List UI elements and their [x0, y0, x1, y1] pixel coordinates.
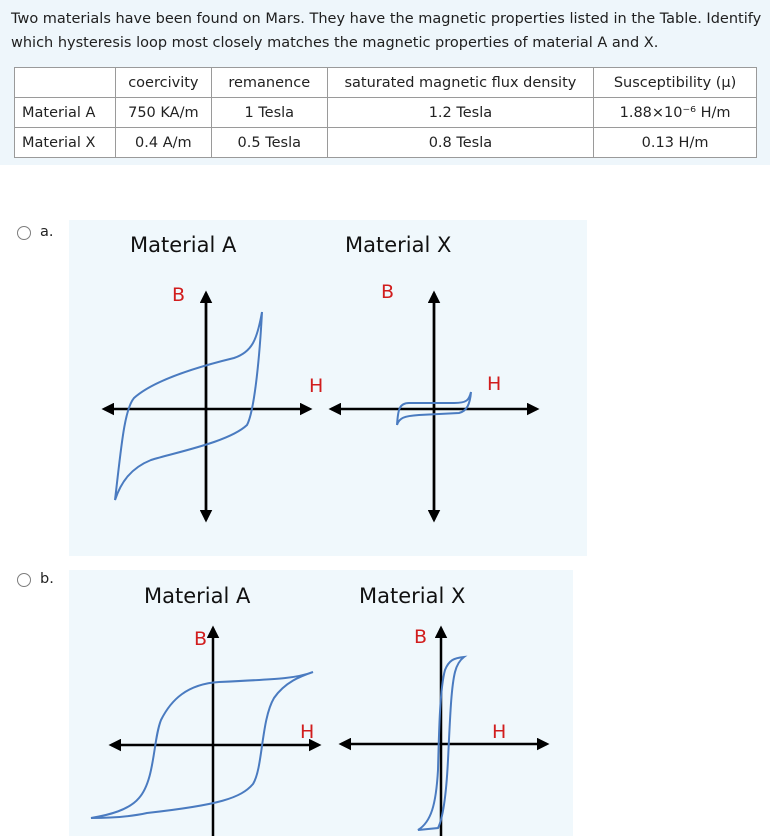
table-header-cell: coercivity [115, 68, 211, 98]
option-b-title-material-a: Material A [144, 584, 251, 608]
option-b-hysteresis-diagram [69, 570, 573, 836]
option-a-left-h-label: H [309, 375, 324, 397]
table-cell: 0.8 Tesla [327, 128, 593, 158]
table-cell: 1.2 Tesla [327, 98, 593, 128]
option-a-graph [69, 220, 587, 556]
option-a-radio[interactable] [17, 226, 31, 240]
option-b-radio[interactable] [17, 573, 31, 587]
table-header-cell: Susceptibility (μ) [594, 68, 757, 98]
option-b-label[interactable]: b. [40, 571, 54, 587]
option-b-left-b-label: B [194, 628, 208, 650]
option-a-left-hysteresis-loop [115, 312, 262, 500]
table-header-cell [15, 68, 116, 98]
option-a-hysteresis-diagram [69, 220, 587, 556]
option-a-title-material-x: Material X [345, 233, 452, 257]
option-a-left-b-label: B [172, 284, 186, 306]
table-header-row [15, 68, 757, 98]
question-panel [0, 0, 770, 165]
option-b-left-h-label: H [300, 721, 315, 743]
option-a-right-h-label: H [487, 373, 502, 395]
table-cell: 0.5 Tesla [211, 128, 327, 158]
option-b-title-material-x: Material X [359, 584, 466, 608]
option-a-right-b-label: B [381, 281, 395, 303]
table-cell: 0.4 A/m [115, 128, 211, 158]
table-row [15, 98, 757, 128]
table-cell: Material A [15, 98, 116, 128]
table-cell: 1 Tesla [211, 98, 327, 128]
option-b-graph [69, 570, 573, 836]
table-cell: Material X [15, 128, 116, 158]
table-cell: 750 KA/m [115, 98, 211, 128]
table-cell: 0.13 H/m [594, 128, 757, 158]
table-header-cell: saturated magnetic flux density [327, 68, 593, 98]
table-row [15, 128, 757, 158]
properties-table [14, 67, 757, 158]
table-cell: 1.88×10⁻⁶ H/m [594, 98, 757, 128]
option-a-label[interactable]: a. [40, 224, 54, 240]
option-b-right-h-label: H [492, 721, 507, 743]
table-header-cell: remanence [211, 68, 327, 98]
question-text: Two materials have been found on Mars. They have the magnetic properties listed in the Table. Identify which hysteresis loop most closely matches the magnetic properties of material A and X. [11, 11, 762, 51]
option-b-right-b-label: B [414, 626, 428, 648]
option-a-title-material-a: Material A [130, 233, 237, 257]
